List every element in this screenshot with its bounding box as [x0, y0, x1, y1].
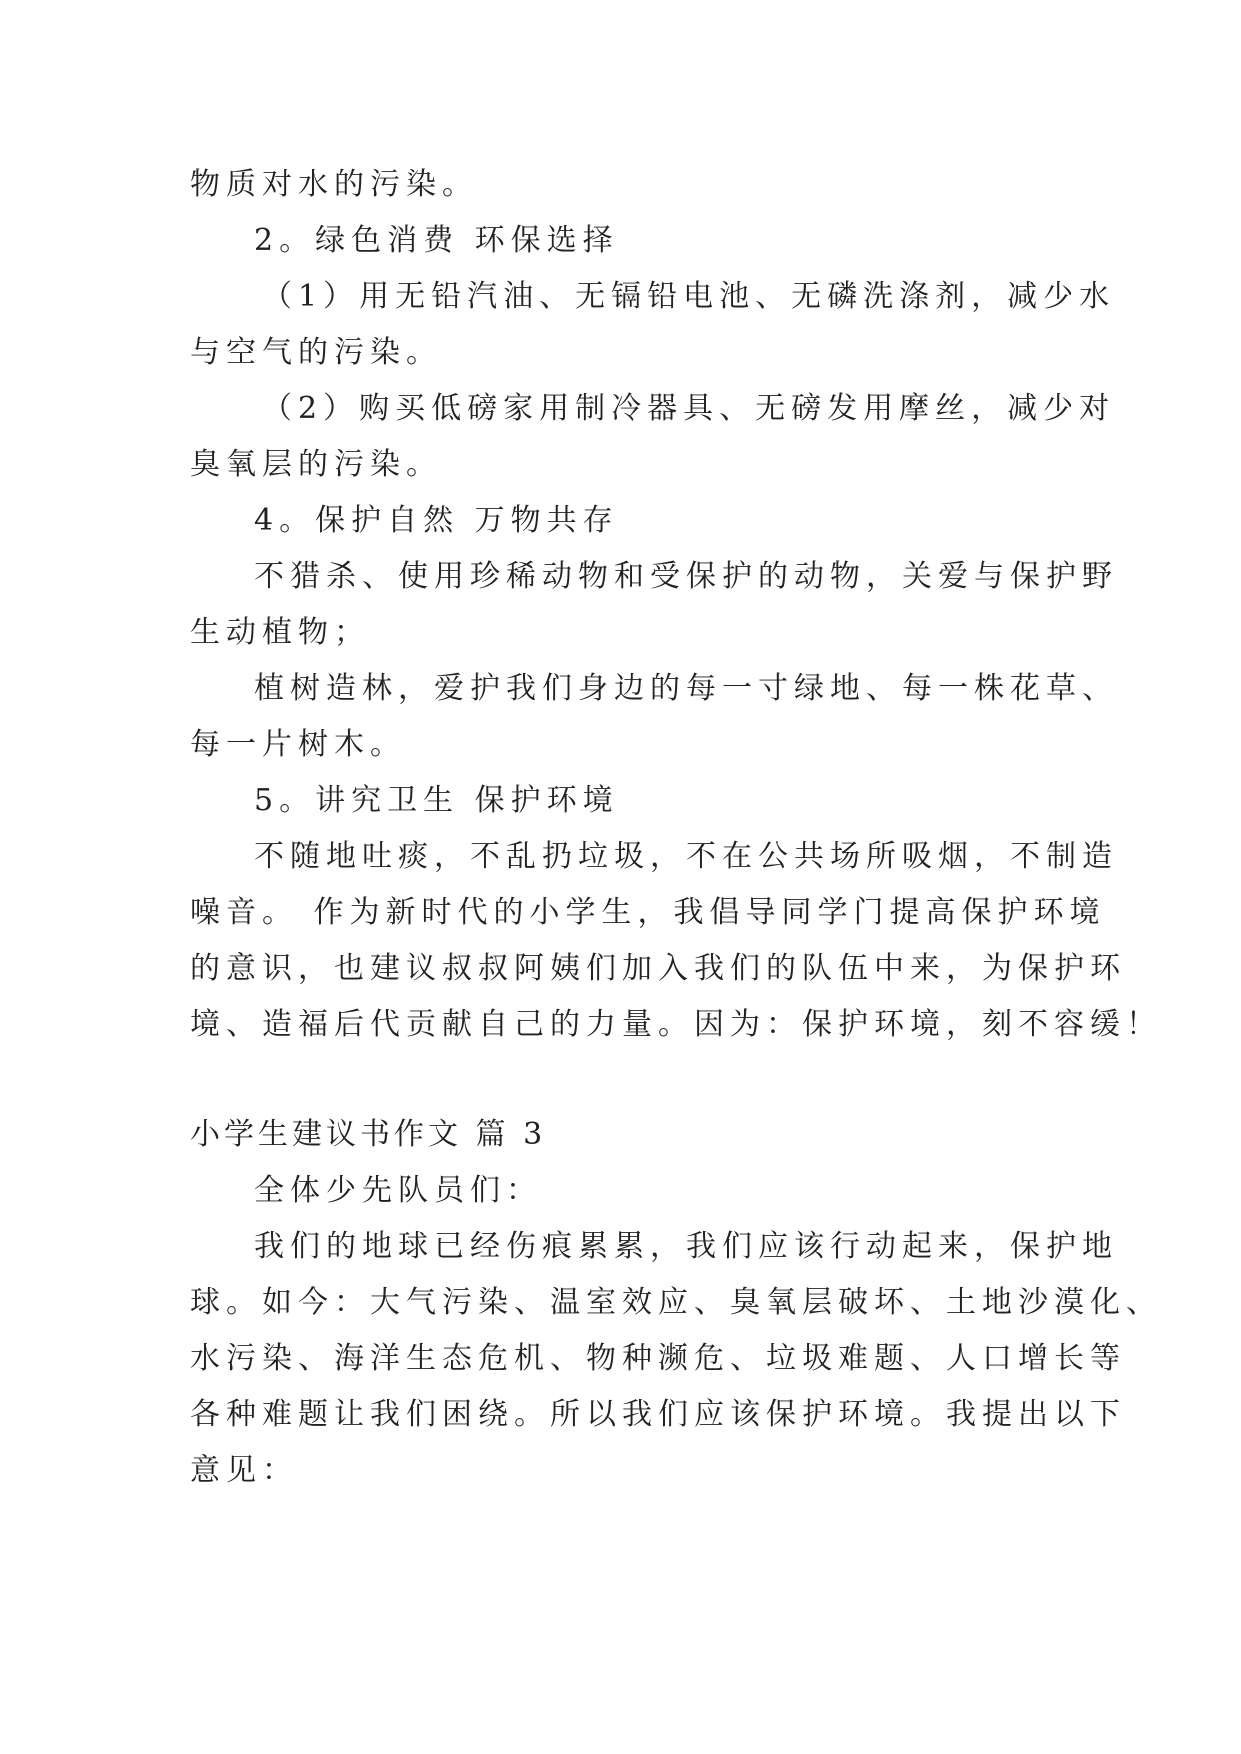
paragraph-line: 球。如今：大气污染、温室效应、臭氧层破坏、土地沙漠化、: [190, 1285, 1162, 1320]
paragraph-line: 噪音。 作为新时代的小学生，我倡导同学门提高保护环境: [190, 895, 1106, 930]
paragraph-line: 我们的地球已经伤痕累累，我们应该行动起来，保护地: [254, 1229, 1118, 1264]
paragraph-line: 的意识，也建议叔叔阿姨们加入我们的队伍中来，为保护环: [190, 951, 1126, 986]
paragraph-line: 各种难题让我们困绕。所以我们应该保护环境。我提出以下: [190, 1397, 1126, 1432]
paragraph-line: 意见：: [190, 1453, 298, 1488]
paragraph-line: （2）购买低磅家用制冷器具、无磅发用摩丝，减少对: [262, 391, 1116, 426]
section-heading: 5。讲究卫生 保护环境: [254, 783, 619, 818]
paragraph-line: 水污染、海洋生态危机、物种濒危、垃圾难题、人口增长等: [190, 1341, 1126, 1376]
paragraph-line: 物质对水的污染。: [190, 167, 478, 202]
paragraph-line: 与空气的污染。: [190, 335, 442, 370]
paragraph-line: 不猎杀、使用珍稀动物和受保护的动物，关爱与保护野: [254, 559, 1118, 594]
paragraph-line: 不随地吐痰，不乱扔垃圾，不在公共场所吸烟，不制造: [254, 839, 1118, 874]
section-heading: 2。绿色消费 环保选择: [254, 223, 619, 258]
salutation: 全体少先队员们：: [254, 1173, 542, 1208]
paragraph-line: 每一片树木。: [190, 727, 406, 762]
paragraph-line: （1）用无铅汽油、无镉铅电池、无磷洗涤剂，减少水: [262, 279, 1116, 314]
paragraph-line: 生动植物；: [190, 615, 370, 650]
section-heading: 4。保护自然 万物共存: [254, 503, 619, 538]
article-title: 小学生建议书作文 篇 3: [190, 1117, 547, 1152]
paragraph-line: 植树造林，爱护我们身边的每一寸绿地、每一株花草、: [254, 671, 1118, 706]
paragraph-line: 境、造福后代贡献自己的力量。因为：保护环境，刻不容缓！: [190, 1007, 1162, 1042]
paragraph-line: 臭氧层的污染。: [190, 447, 442, 482]
